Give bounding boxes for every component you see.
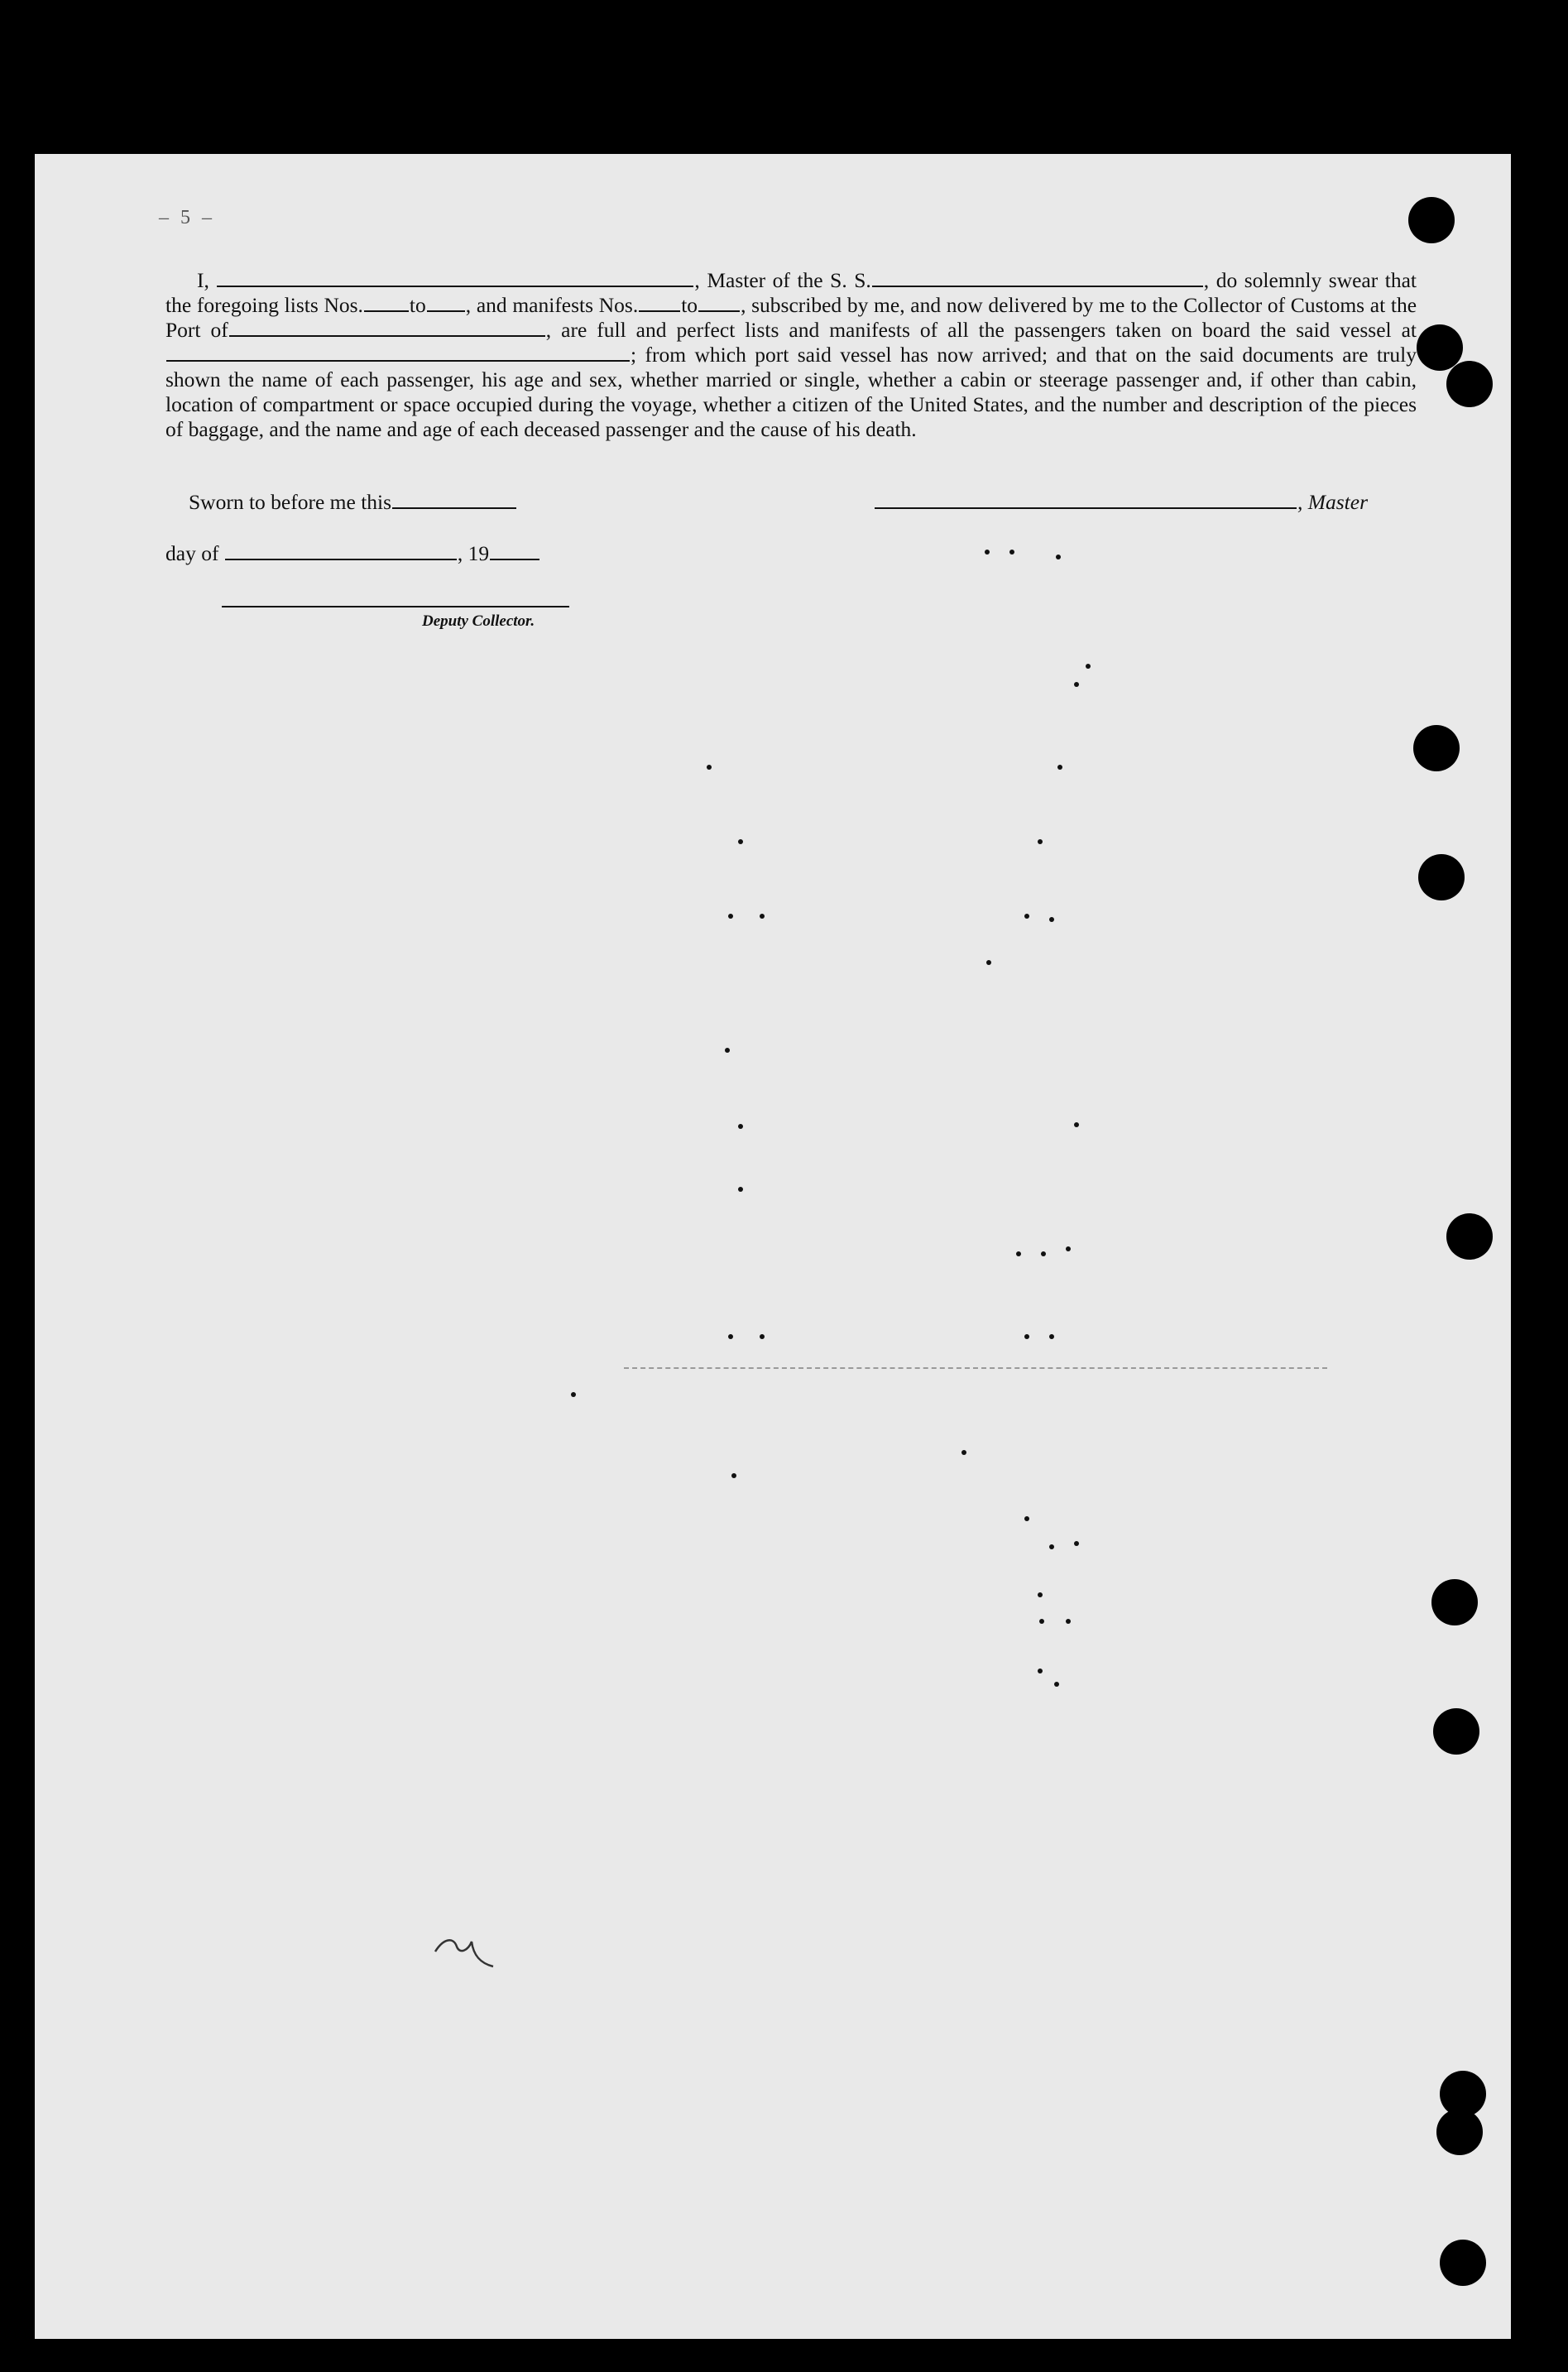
punch-hole <box>1417 324 1463 371</box>
master-signature-blank <box>875 491 1297 509</box>
speck <box>728 1334 733 1339</box>
speck <box>1074 1122 1079 1127</box>
list-to-blank <box>427 294 465 312</box>
deputy-signature-line <box>222 606 569 607</box>
speck <box>1066 1619 1071 1624</box>
speck <box>1054 1682 1059 1687</box>
speck <box>1038 1592 1043 1597</box>
speck <box>1074 682 1079 687</box>
list-from-blank <box>364 294 409 312</box>
speck <box>760 1334 765 1339</box>
speck <box>1024 1334 1029 1339</box>
speck <box>1041 1251 1046 1256</box>
oath-do-solemnly: , do solemnly swear that the foregoing lists Nos. <box>165 268 1417 317</box>
speck <box>738 1187 743 1192</box>
speck <box>986 960 991 965</box>
speck <box>961 1450 966 1455</box>
sworn-date-blank <box>392 491 516 509</box>
speck <box>1024 914 1029 919</box>
oath-intro: I, <box>197 268 209 292</box>
master-name-blank <box>217 269 693 287</box>
speck <box>738 1124 743 1129</box>
speck <box>1057 765 1062 770</box>
punch-hole <box>1418 854 1465 900</box>
pencil-scribble <box>432 1930 498 1971</box>
speck <box>725 1048 730 1053</box>
punch-hole <box>1446 1213 1493 1260</box>
punch-hole <box>1431 1579 1478 1625</box>
speck <box>728 914 733 919</box>
speck <box>1038 1669 1043 1673</box>
punch-hole <box>1436 2109 1483 2155</box>
oath-and-manifests: , and manifests Nos. <box>465 293 639 317</box>
speck <box>1086 664 1091 669</box>
sworn-label: Sworn to before me this <box>189 490 392 514</box>
oath-to-1: to <box>409 293 426 317</box>
punch-hole <box>1433 1708 1479 1755</box>
speck <box>738 839 743 844</box>
speck <box>1049 917 1054 922</box>
speck <box>731 1473 736 1478</box>
day-of-line <box>165 541 540 566</box>
punch-hole <box>1440 2240 1486 2286</box>
month-blank <box>225 542 457 560</box>
oath-subscribed: , subscribed by me, and now delivered by me to the Collector of Customs at the Port of <box>165 293 1417 342</box>
ship-name-blank <box>872 269 1203 287</box>
year-blank <box>490 542 539 560</box>
oath-full-perfect: , are full and perfect lists and manifests of all the passengers taken on board the said vessel at <box>545 318 1417 342</box>
speck <box>707 765 712 770</box>
oath-to-2: to <box>681 293 698 317</box>
master-signature-line <box>874 490 1368 515</box>
speck <box>1039 1619 1044 1624</box>
page-mark: – 5 – <box>159 207 215 228</box>
speck <box>1038 839 1043 844</box>
speck <box>1056 555 1061 559</box>
speck <box>571 1392 576 1397</box>
departure-port-blank <box>166 343 630 362</box>
separator-dashes <box>624 1367 1327 1369</box>
speck <box>760 914 765 919</box>
oath-paragraph <box>165 268 1417 442</box>
punch-hole <box>1446 361 1493 407</box>
master-label: , Master <box>1297 490 1368 514</box>
manifest-from-blank <box>639 294 680 312</box>
sworn-line <box>189 490 517 515</box>
speck <box>985 550 990 555</box>
speck <box>1049 1544 1054 1549</box>
speck <box>1049 1334 1054 1339</box>
oath-from-which: ; from which port said vessel has now arrived; and that on the said documents are truly shown the name of each passenger, his age and sex, whether married or single, whether a cabin or steerage passenger and, if other than cabin, location of compartment or space occupied during the voyage, whether a citizen of the United States, and the number and description of the pieces of baggage, and the name and age of each deceased passenger and the cause of his death. <box>165 343 1417 441</box>
document-page <box>35 154 1511 2339</box>
speck <box>1066 1246 1071 1251</box>
oath-master-of: , Master of the S. S. <box>694 268 871 292</box>
port-blank <box>229 319 545 337</box>
punch-hole <box>1413 725 1460 771</box>
year-prefix: , 19 <box>457 541 490 565</box>
day-of-label: day of <box>165 541 219 565</box>
bleed-through-text <box>498 485 1458 1875</box>
speck <box>1016 1251 1021 1256</box>
speck <box>1009 550 1014 555</box>
deputy-collector-label: Deputy Collector. <box>422 612 535 630</box>
punch-hole <box>1408 197 1455 243</box>
speck <box>1024 1516 1029 1521</box>
speck <box>1074 1541 1079 1546</box>
manifest-to-blank <box>698 294 740 312</box>
